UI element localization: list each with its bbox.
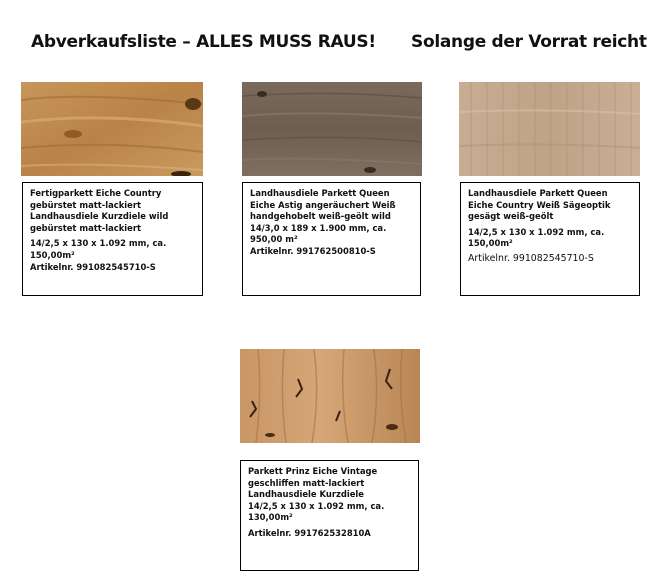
product-name: Fertigparkett Eiche Country gebürstet matt-lackiert Landhausdiele Kurzdiele wild gebürstet matt-lackiert — [30, 188, 169, 233]
product-name: Landhausdiele Parkett Queen Eiche Country Weiß Sägeoptik gesägt weiß-geölt — [468, 188, 611, 222]
product-dimensions: 14/2,5 x 130 x 1.092 mm, ca. 150,00m² — [30, 238, 167, 260]
product-dimensions: 14/3,0 x 189 x 1.900 mm, ca. 950,00 m² — [250, 222, 387, 245]
product-article-number: Artikelnr. 991082545710-S — [30, 261, 156, 272]
product-dimensions: 14/2,5 x 130 x 1.092 mm, ca. 150,00m² — [468, 226, 605, 249]
product-article-number: Artikelnr. 991762500810-S — [250, 245, 376, 256]
product-card — [22, 182, 203, 296]
page-title: Abverkaufsliste – ALLES MUSS RAUS! — [31, 32, 376, 52]
product-card — [242, 182, 421, 296]
wood-swatch-image — [242, 82, 422, 176]
wood-swatch-image — [240, 349, 420, 443]
wood-swatch-image — [459, 82, 640, 176]
product-card — [240, 460, 419, 571]
wood-swatch-image — [21, 82, 203, 176]
page-subtitle: Solange der Vorrat reicht — [411, 32, 647, 52]
product-article-number: Artikelnr. 991082545710-S — [468, 252, 594, 264]
product-card — [460, 182, 640, 296]
product-dimensions: 14/2,5 x 130 x 1.092 mm, ca. 130,00m² — [248, 500, 385, 523]
product-name: Landhausdiele Parkett Queen Eiche Astig angeräuchert Weiß handgehobelt weiß-geölt wild — [250, 188, 396, 222]
product-article-number: Artikelnr. 991762532810A — [248, 527, 371, 538]
product-name: Parkett Prinz Eiche Vintage geschliffen matt-lackiert Landhausdiele Kurzdiele — [248, 466, 378, 500]
